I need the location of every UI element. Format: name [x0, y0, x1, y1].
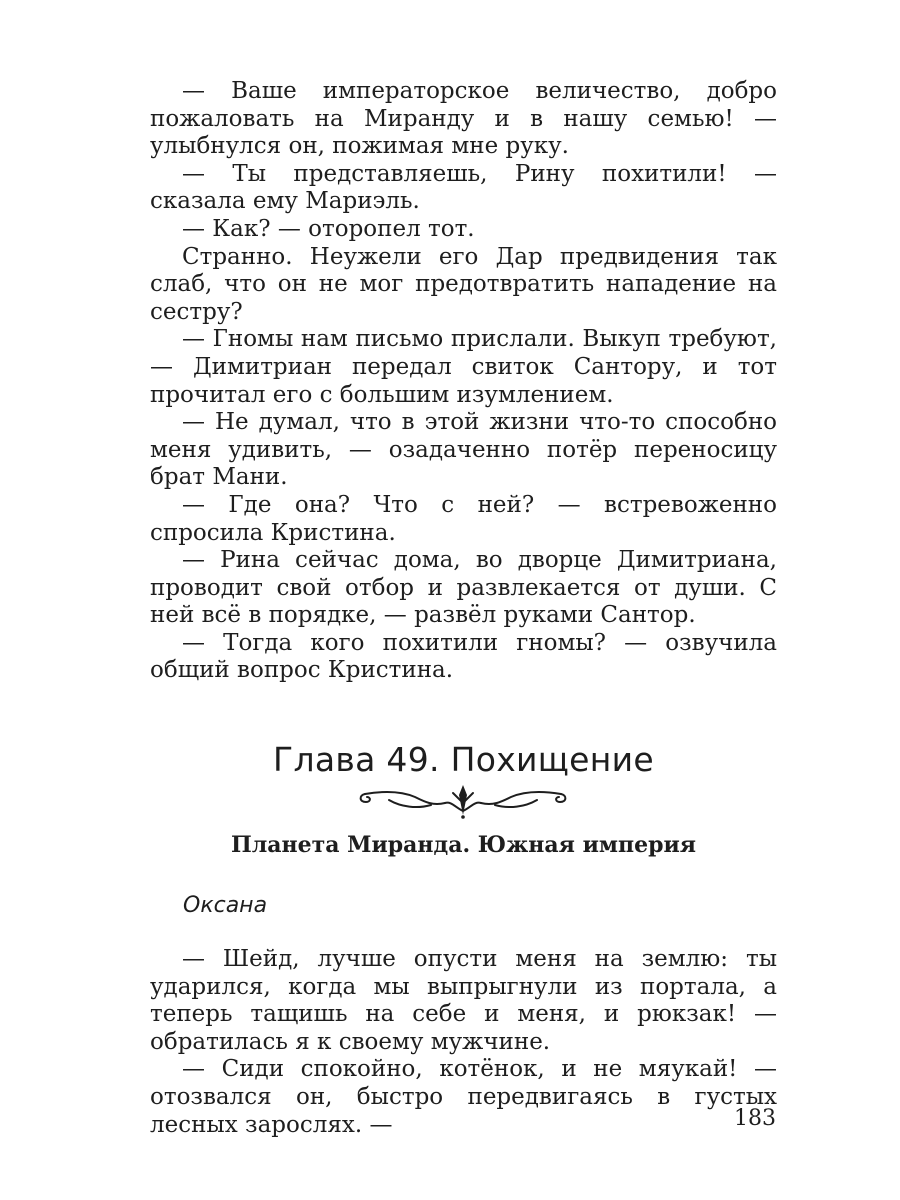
paragraph: — Ты представляешь, Рину похитили! — сказала ему Мариэль. — [150, 160, 777, 215]
paragraph: — Где она? Что с ней? — встревоженно спросила Кристина. — [150, 491, 777, 546]
pov-label: Оксана — [183, 893, 268, 918]
paragraph: — Гномы нам письмо прислали. Выкуп требуют, — Димитриан передал свиток Сантору, и тот прочитал его с большим изумлением. — [150, 326, 777, 408]
paragraph: — Как? — оторопел тот. — [182, 215, 475, 242]
ornament-divider-icon — [353, 781, 573, 819]
paragraph: — Не думал, что в этой жизни что-то способно меня удивить, — озадаченно потёр переносицу брат Мани. — [150, 409, 777, 491]
paragraph: Странно. Неужели его Дар предвидения так слаб, что он не мог предотвратить нападение на сестру? — [150, 243, 777, 325]
paragraph: — Шейд, лучше опусти меня на землю: ты ударился, когда мы выпрыгнули из портала, а теперь тащишь на себе и меня, и рюкзак! — обратилась я к своему мужчине. — [150, 946, 777, 1055]
paragraph: — Ваше императорское величество, добро пожаловать на Миранду и в нашу семью! — улыбнулся он, пожимая мне руку. — [150, 78, 777, 160]
text-block-top — [150, 78, 777, 685]
text-block-bottom — [150, 946, 777, 1139]
page-number: 183 — [734, 1106, 776, 1131]
chapter-title: Глава 49. Похищение — [273, 740, 654, 779]
paragraph: — Рина сейчас дома, во дворце Димитриана, проводит свой отбор и развлекается от души. С ней всё в порядке, — развёл руками Сантор. — [150, 547, 777, 629]
paragraph: — Сиди спокойно, котёнок, и не мяукай! — отозвался он, быстро передвигаясь в густых лесных зарослях. — — [150, 1056, 777, 1138]
section-subheading: Планета Миранда. Южная империя — [230, 832, 697, 858]
paragraph: — Тогда кого похитили гномы? — озвучила общий вопрос Кристина. — [150, 629, 777, 684]
